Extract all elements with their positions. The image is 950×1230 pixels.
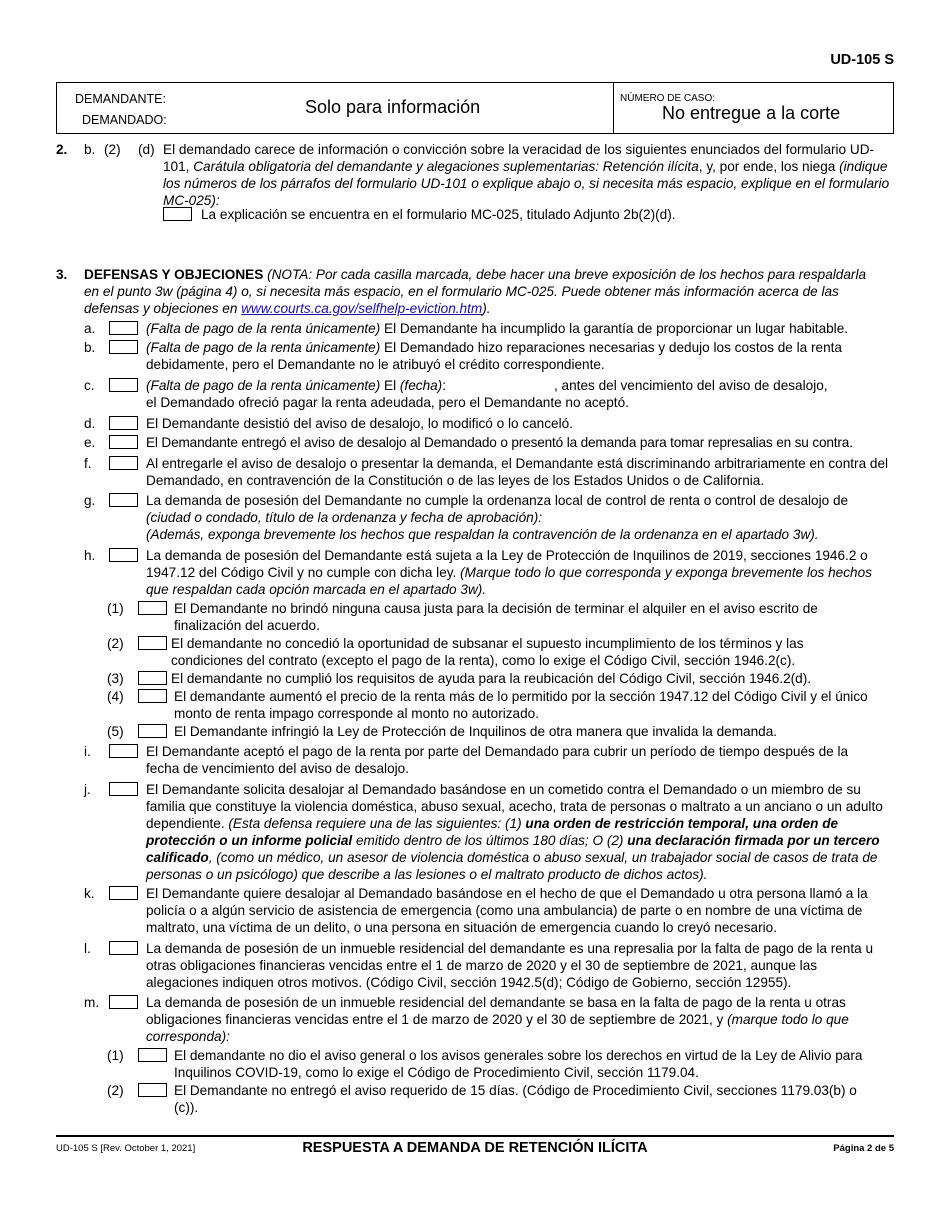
item-2-number: 2. — [56, 142, 68, 157]
selfhelp-eviction-link[interactable]: www.courts.ca.gov/selfhelp-eviction.htm — [241, 301, 483, 316]
item-3c-checkbox[interactable] — [109, 378, 138, 392]
item-3k-text: El Demandante quiere desalojar al Demandado basándose en el hecho de que el Demandado u otra persona llamó a la policía o a algún servicio de asistencia de emergencia (como una ambulancia) de parte o en nombre de una víctima de maltrato, una víctima de un delito, o una persona en situación de emergencia cuando lo creyó necesario. — [146, 886, 868, 935]
item-3m1-text: El demandante no dio el aviso general o los avisos generales sobre los derechos en virtud de la Ley de Alivio para Inquilinos COVID-19, como lo exige el Código de Procedimiento Civil, sección 1179.04. — [174, 1048, 863, 1080]
item-3m-checkbox[interactable] — [109, 995, 138, 1009]
item-3h3-label: (3) — [107, 671, 124, 686]
item-3g-label: g. — [84, 493, 96, 508]
item-3c-label: c. — [84, 378, 95, 393]
case-number-label: NÚMERO DE CASO: — [620, 93, 716, 104]
item-2b-label: b. — [84, 142, 96, 157]
item-3m2-checkbox[interactable] — [138, 1083, 167, 1097]
item-3e-checkbox[interactable] — [109, 435, 138, 449]
item-3h1-text: El Demandante no brindó ninguna causa justa para la decisión de terminar el alquiler en el aviso escrito de finalización del acuerdo. — [174, 601, 818, 633]
caption-divider — [613, 83, 614, 133]
item-3h5-label: (5) — [107, 724, 124, 739]
item-3m-label: m. — [84, 995, 100, 1010]
mc025-checkbox[interactable] — [163, 207, 192, 221]
item-2b2-label: (2) — [104, 142, 121, 157]
item-3-heading: DEFENSAS Y OBJECIONES (NOTA: Por cada casilla marcada, debe hacer una breve exposición de los hechos para respaldarla en el punto 3w (página 4) o, si necesita más espacio, en el formulario MC-025. Puede obtener más información acerca de las defensas y objeciones en www.courts.ca.gov/selfhelp-eviction.htm). — [84, 267, 867, 316]
item-3e-text: El Demandante entregó el aviso de desalojo al Demandado o presentó la demanda para tomar represalias en su contra. — [146, 435, 853, 450]
defendant-label: DEMANDADO: — [82, 113, 167, 127]
item-3l-checkbox[interactable] — [109, 941, 138, 955]
item-3m1-label: (1) — [107, 1048, 124, 1063]
item-3b-checkbox[interactable] — [109, 340, 138, 354]
item-3b-label: b. — [84, 340, 96, 355]
case-number-field[interactable]: No entregue a la corte — [662, 103, 841, 123]
item-3k-label: k. — [84, 886, 95, 901]
page-number: Página 2 de 5 — [833, 1143, 894, 1154]
item-3g-checkbox[interactable] — [109, 493, 138, 507]
item-3f-label: f. — [84, 456, 92, 471]
item-3h3-checkbox[interactable] — [138, 671, 167, 685]
item-3h5-text: El Demandante infringió la Ley de Protección de Inquilinos de otra manera que invalida la demanda. — [174, 724, 778, 739]
item-3h-label: h. — [84, 548, 96, 563]
footer-rule — [56, 1135, 894, 1137]
item-3h-checkbox[interactable] — [109, 548, 138, 562]
item-3b-text: (Falta de pago de la renta únicamente) El Demandado hizo reparaciones necesarias y dedujo los costos de la renta debidamente, pero el Demandante no le atribuyó el crédito correspondiente. — [146, 340, 842, 372]
item-3l-text: La demanda de posesión de un inmueble residencial del demandante es una represalia por la falta de pago de la renta u otras obligaciones financieras vencidas entre el 1 de marzo de 2020 y el 30 de septiembre de 2021, aunque las alegaciones indiquen otros motivos. (Código Civil, sección 1942.5(d); Código de Gobierno, sección 12955). — [146, 941, 874, 990]
item-3h2-text: El demandante no concedió la oportunidad de subsanar el supuesto incumplimiento de los términos y las condiciones del contrato (excepto el pago de la renta), como lo exige el Código Civil, sección 1946.2(c). — [171, 636, 804, 668]
item-3h1-checkbox[interactable] — [138, 601, 167, 615]
item-3k-checkbox[interactable] — [109, 886, 138, 900]
item-3h2-checkbox[interactable] — [138, 636, 167, 650]
item-3f-text: Al entregarle el aviso de desalojo o presentar la demanda, el Demandante está discriminando arbitrariamente en contra del Demandado, en contravención de la Constitución o de las leyes de los Estados Unidos o de California. — [146, 456, 889, 488]
item-3m1-checkbox[interactable] — [138, 1048, 167, 1062]
item-3j-checkbox[interactable] — [109, 782, 138, 796]
item-3d-label: d. — [84, 416, 96, 431]
plaintiff-label: DEMANDANTE: — [75, 92, 166, 106]
item-3e-label: e. — [84, 435, 96, 450]
form-id: UD-105 S — [830, 52, 894, 68]
item-3i-text: El Demandante aceptó el pago de la renta por parte del Demandado para cubrir un período de tiempo después de la fecha de vencimiento del aviso de desalojo. — [146, 744, 849, 776]
item-3m2-text: El Demandante no entregó el aviso requerido de 15 días. (Código de Procedimiento Civil, secciones 1179.03(b) o (c)). — [174, 1083, 857, 1115]
item-2b2d-text: El demandado carece de información o convicción sobre la veracidad de los siguientes enunciados del formulario UD-101, Carátula obligatoria del demandante y alegaciones suplementarias: Retención ilícita, y, por ende, los niega (indique los números de los párrafos del formulario UD-101 o explique abajo o, si necesita más espacio, explique en el formulario MC-025): — [163, 142, 890, 208]
item-3a-label: a. — [84, 321, 96, 336]
item-3h4-label: (4) — [107, 689, 124, 704]
item-2b2d-label: (d) — [138, 142, 155, 157]
item-3j-label: j. — [84, 782, 91, 797]
item-3h5-checkbox[interactable] — [138, 724, 167, 738]
item-3h3-text: El demandante no cumplió los requisitos de ayuda para la reubicación del Código Civil, sección 1946.2(d). — [171, 671, 812, 686]
item-3c-text-end: , antes del vencimiento del aviso de desalojo, — [554, 378, 828, 393]
item-3h4-text: El demandante aumentó el precio de la renta más de lo permitido por la sección 1947.12 del Código Civil y el único monto de renta impago corresponde al monto no autorizado. — [174, 689, 868, 721]
item-3d-checkbox[interactable] — [109, 416, 138, 430]
item-3j-text: El Demandante solicita desalojar al Demandado basándose en un cometido contra el Demandado o un miembro de su familia que constituye la violencia doméstica, abuso sexual, acecho, trata de personas o maltrato a un anciano o un adulto dependiente. (Esta defensa requiere una de las siguientes: (1) una orden de restricción temporal, una orden de protección o un informe policial emitido dentro de los últimos 180 días; O (2) una declaración firmada por un tercero calificado, (como un médico, un asesor de violencia doméstica o abuso sexual, un trabajador social de casos de trata de personas o un psicólogo) que describe a las lesiones o el maltrato producto de dichos actos). — [146, 782, 883, 882]
item-3a-checkbox[interactable] — [109, 321, 138, 335]
item-3i-label: i. — [84, 744, 91, 759]
item-3g-text: La demanda de posesión del Demandante no cumple la ordenanza local de control de renta o control de desalojo de (ciudad o condado, título de la ordenanza y fecha de aprobación): (Además, exponga brevemente los hechos que respaldan la contravención de la ordenanza en el apartado 3w). — [146, 493, 849, 542]
item-3f-checkbox[interactable] — [109, 456, 138, 470]
item-3h4-checkbox[interactable] — [138, 689, 167, 703]
form-title: RESPUESTA A DEMANDA DE RETENCIÓN ILÍCITA — [302, 1140, 648, 1156]
item-3l-label: l. — [84, 941, 91, 956]
item-3-number: 3. — [56, 267, 68, 282]
mc025-explain-text: La explicación se encuentra en el formulario MC-025, titulado Adjunto 2b(2)(d). — [201, 207, 676, 222]
item-3m2-label: (2) — [107, 1083, 124, 1098]
item-3a-text: (Falta de pago de la renta únicamente) El Demandante ha incumplido la garantía de proporcionar un lugar habitable. — [146, 321, 849, 336]
item-3i-checkbox[interactable] — [109, 744, 138, 758]
item-3d-text: El Demandante desistió del aviso de desalojo, lo modificó o lo canceló. — [146, 416, 573, 431]
item-3h-text: La demanda de posesión del Demandante está sujeta a la Ley de Protección de Inquilinos de 2019, secciones 1946.2 o 1947.12 del Código Civil y no cumple con dicha ley. (Marque todo lo que corresponda y exponga brevemente los hechos que respaldan cada opción marcada en el apartado 3w). — [146, 548, 872, 597]
item-3h2-label: (2) — [107, 636, 124, 651]
party-names-field[interactable]: Solo para información — [305, 97, 481, 117]
item-3c-text: (Falta de pago de la renta únicamente) El (fecha): — [146, 378, 446, 393]
form-revision: UD-105 S [Rev. October 1, 2021] — [56, 1143, 196, 1154]
item-3m-text: La demanda de posesión de un inmueble residencial del demandante se basa en la falta de pago de la renta u otras obligaciones financieras vencidas entre el 1 de marzo de 2020 y el 30 de septiembre de 2021, y (marque todo lo que corresponda): — [146, 995, 849, 1044]
item-3c-line2: el Demandado ofreció pagar la renta adeudada, pero el Demandante no aceptó. — [146, 395, 629, 410]
case-caption — [56, 82, 894, 134]
item-3h1-label: (1) — [107, 601, 124, 616]
